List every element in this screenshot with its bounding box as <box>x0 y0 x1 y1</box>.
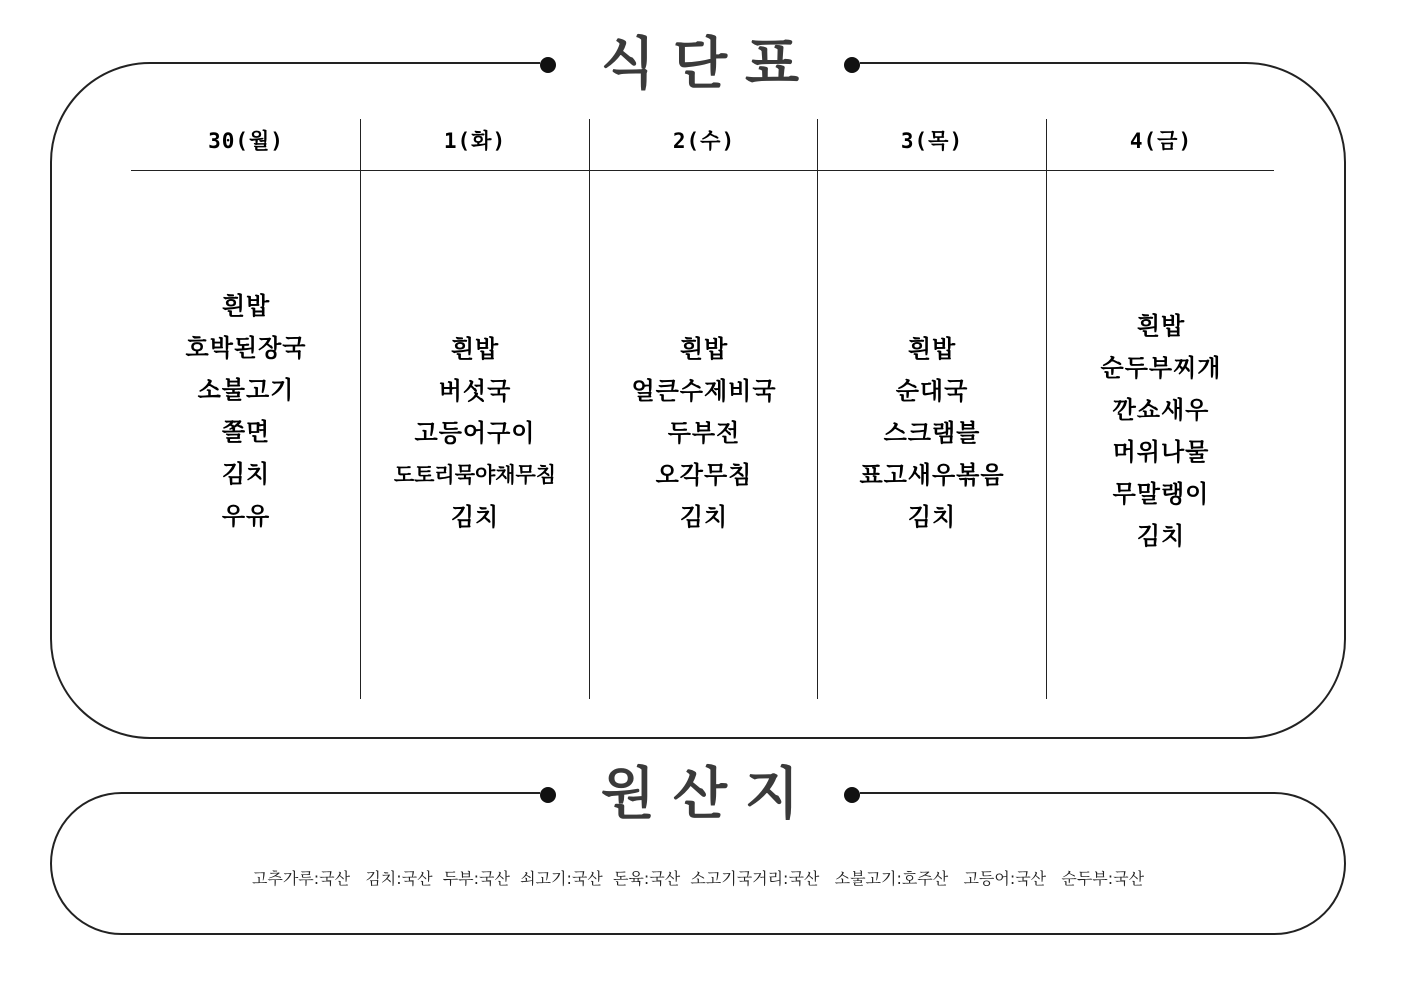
day-header: 4(금) <box>1129 129 1193 153</box>
menu-item: 흰밥 <box>450 335 500 363</box>
menu-item: 무말랭이 <box>1112 480 1210 508</box>
menu-item: 표고새우볶음 <box>859 461 1005 489</box>
origin-title: 원산지 <box>600 762 818 827</box>
day-column-wed <box>590 120 818 698</box>
menu-item: 김치 <box>221 460 271 488</box>
day-header: 3(목) <box>900 129 964 153</box>
menu-item: 김치 <box>907 503 957 531</box>
menu-item: 순대국 <box>895 377 969 405</box>
menu-list <box>1047 305 1275 557</box>
menu-item: 김치 <box>1136 522 1186 550</box>
menu-item: 깐쇼새우 <box>1112 396 1210 424</box>
menu-item: 흰밥 <box>679 335 729 363</box>
menu-item: 호박된장국 <box>185 334 307 362</box>
menu-list <box>590 328 818 538</box>
menu-list <box>818 328 1046 538</box>
day-header: 1(화) <box>443 129 507 153</box>
title-left-dot <box>540 57 556 73</box>
menu-title: 식단표 <box>600 32 818 97</box>
origin-title-bar <box>540 764 860 826</box>
menu-item: 도토리묵야채무침 <box>393 463 557 487</box>
title-right-dot <box>844 57 860 73</box>
menu-item: 흰밥 <box>907 335 957 363</box>
menu-list <box>132 285 360 537</box>
day-column-tue <box>361 120 589 698</box>
day-column-fri <box>1047 120 1275 698</box>
day-column-mon <box>132 120 360 698</box>
menu-list <box>361 328 589 538</box>
menu-item: 흰밥 <box>1136 312 1186 340</box>
menu-item: 스크램블 <box>883 419 981 447</box>
menu-item: 순두부찌개 <box>1100 354 1222 382</box>
menu-item: 오각무침 <box>655 461 753 489</box>
menu-item: 소불고기 <box>197 376 295 404</box>
day-column-thu <box>818 120 1046 698</box>
menu-item: 김치 <box>450 503 500 531</box>
menu-item: 고등어구이 <box>414 419 536 447</box>
origin-list: 고추가루:국산 김치:국산 두부:국산 쇠고기:국산 돈육:국산 소고기국거리:국산 소불고기:호주산 고등어:국산 순두부:국산 <box>251 869 1145 888</box>
day-header: 30(월) <box>208 129 284 153</box>
day-header: 2(수) <box>672 129 736 153</box>
menu-item: 우유 <box>221 502 271 530</box>
menu-item: 얼큰수제비국 <box>631 377 777 405</box>
menu-title-bar <box>540 34 860 96</box>
menu-item: 김치 <box>679 503 729 531</box>
menu-item: 버섯국 <box>438 377 512 405</box>
menu-item: 두부전 <box>667 419 741 447</box>
title-right-dot <box>844 787 860 803</box>
menu-item: 흰밥 <box>221 292 271 320</box>
title-left-dot <box>540 787 556 803</box>
menu-item: 머위나물 <box>1112 438 1210 466</box>
menu-item: 쫄면 <box>221 418 271 446</box>
